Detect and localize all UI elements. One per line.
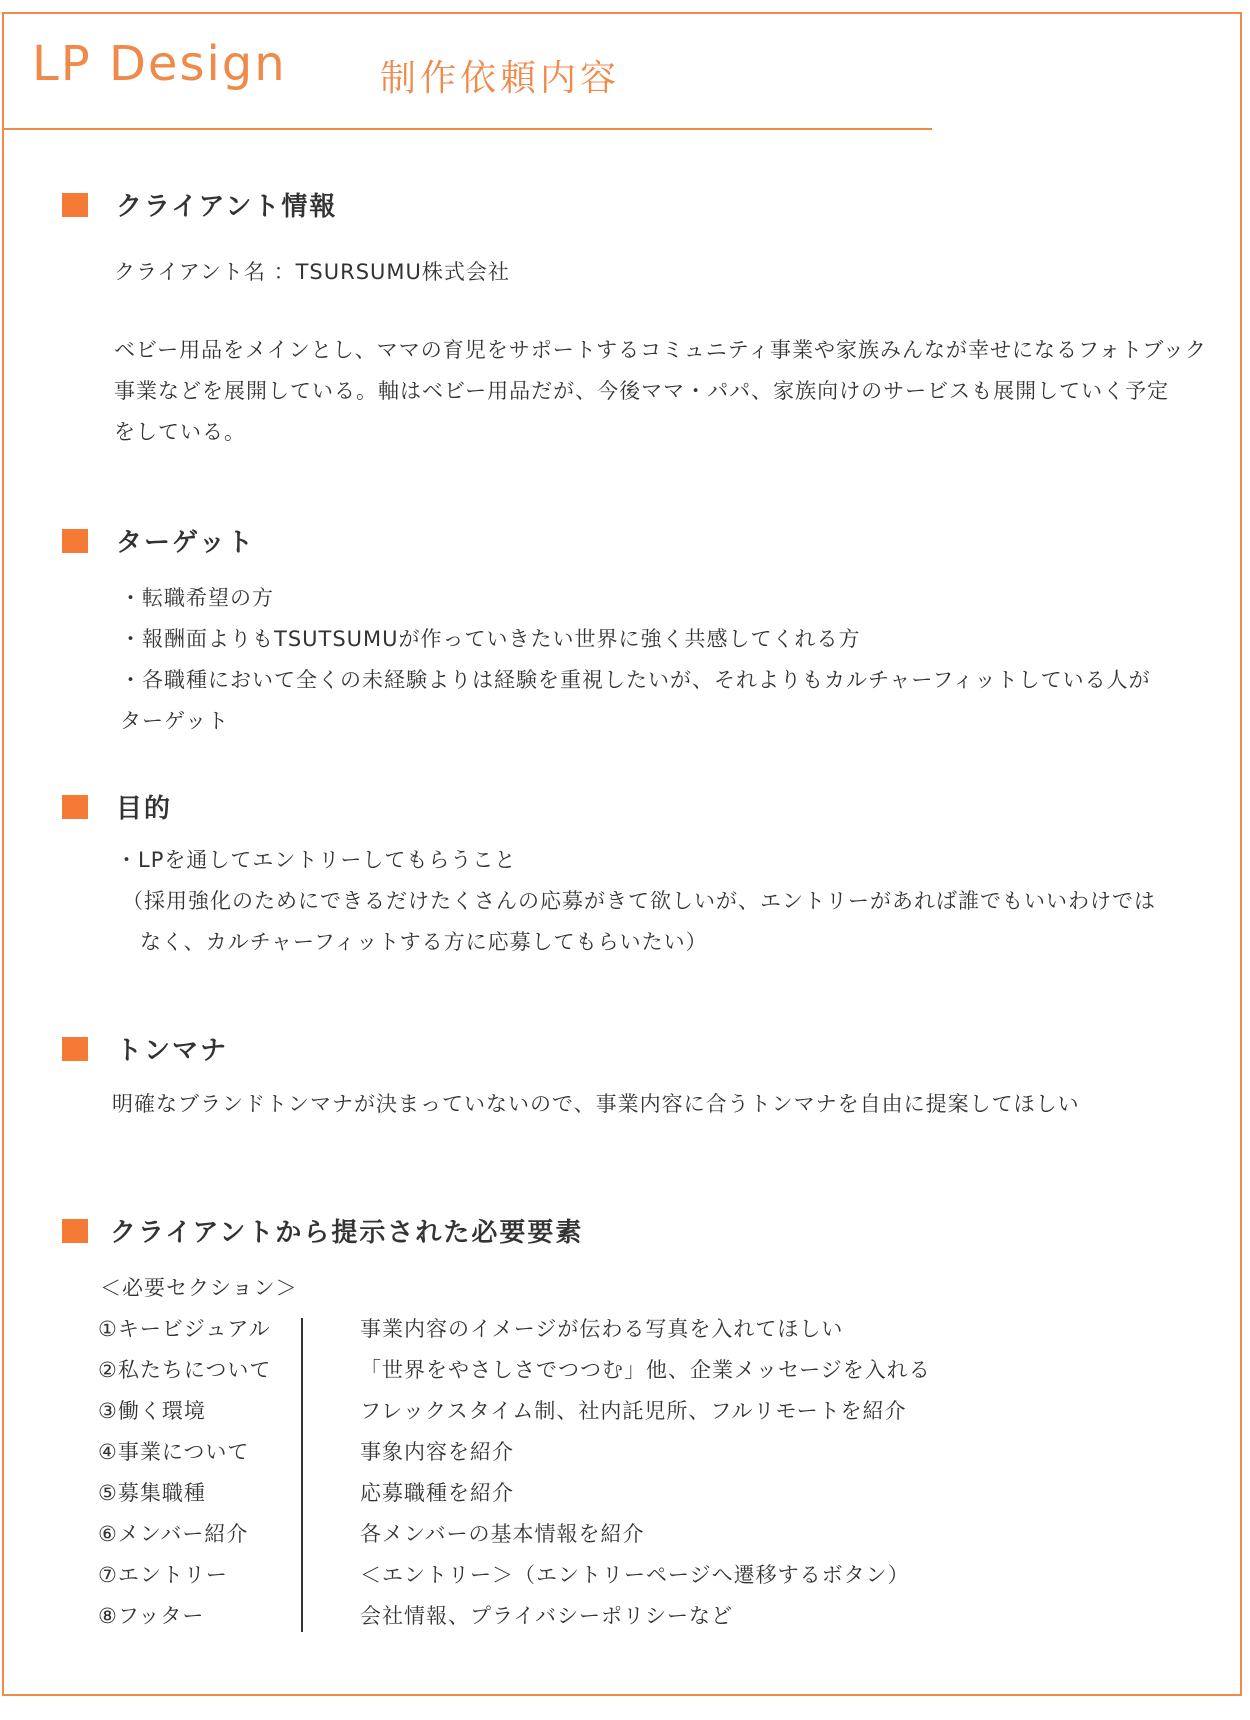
page-title: LP Design <box>32 36 287 92</box>
requirement-section: ②私たちについて <box>98 1358 272 1382</box>
tone-text: 明確なブランドトンマナが決まっていないので、事業内容に合うトンマナを自由に提案してほしい <box>112 1092 1080 1116</box>
requirement-section: ③働く環境 <box>98 1399 206 1423</box>
column-divider <box>301 1318 303 1632</box>
requirement-description: 会社情報、プライバシーポリシーなど <box>360 1604 733 1628</box>
bullet-square-icon <box>62 1219 88 1243</box>
header-divider <box>2 128 932 130</box>
client-description <box>114 330 1207 453</box>
requirement-description: ＜エントリー＞（エントリーページへ遷移するボタン） <box>360 1563 910 1587</box>
requirement-section: ④事業について <box>98 1440 250 1464</box>
requirement-description: 「世界をやさしさでつつむ」他、企業メッセージを入れる <box>360 1358 931 1382</box>
requirement-description: 各メンバーの基本情報を紹介 <box>360 1522 645 1546</box>
page-subtitle: 制作依頼内容 <box>380 58 621 99</box>
bullet-square-icon <box>62 1037 88 1061</box>
purpose-line: （採用強化のためにできるだけたくさんの応募がきて欲しいが、エントリーがあれば誰でもいいわけでは <box>122 889 1156 913</box>
target-line: ・転職希望の方 <box>120 586 274 610</box>
target-line: ・報酬面よりもTSUTSUMUが作っていきたい世界に強く共感してくれる方 <box>120 627 861 651</box>
bullet-square-icon <box>62 795 88 819</box>
section-title: トンマナ <box>116 1036 229 1066</box>
client-description-line: ベビー用品をメインとし、ママの育児をサポートするコミュニティ事業や家族みんなが幸せになるフォトブック <box>114 338 1207 362</box>
requirement-section: ⑦エントリー <box>98 1563 228 1587</box>
section-title: クライアントから提示された必要要素 <box>110 1218 584 1248</box>
requirement-section: ①キービジュアル <box>98 1317 271 1341</box>
section-heading-client <box>62 186 337 223</box>
requirement-section: ⑤募集職種 <box>98 1481 206 1505</box>
section-title: 目的 <box>116 794 173 824</box>
required-sections-label: ＜必要セクション＞ <box>100 1276 298 1300</box>
requirement-description: 応募職種を紹介 <box>360 1481 514 1505</box>
client-description-line: 事業などを展開している。軸はベビー用品だが、今後ママ・パパ、家族向けのサービスも展開していく予定 <box>114 379 1170 403</box>
target-list <box>120 578 1151 742</box>
requirement-section: ⑥メンバー紹介 <box>98 1522 249 1546</box>
client-description-line: をしている。 <box>114 420 246 444</box>
section-title: クライアント情報 <box>116 192 338 222</box>
section-title: ターゲット <box>116 528 255 558</box>
requirement-description: フレックスタイム制、社内託児所、フルリモートを紹介 <box>360 1399 907 1423</box>
requirement-description: 事象内容を紹介 <box>360 1440 514 1464</box>
section-heading-target <box>62 522 255 559</box>
client-name: クライアント名 ：TSURSUMU株式会社 <box>114 260 510 284</box>
bullet-square-icon <box>62 529 88 553</box>
purpose-line: なく、カルチャーフィットする方に応募してもらいたい） <box>140 930 708 954</box>
purpose-list <box>116 840 1156 963</box>
bullet-square-icon <box>62 193 88 217</box>
requirement-description: 事業内容のイメージが伝わる写真を入れてほしい <box>360 1317 844 1341</box>
requirement-section: ⑧フッター <box>98 1604 205 1628</box>
target-line: ターゲット <box>120 709 230 733</box>
section-heading-requirements <box>62 1212 583 1249</box>
purpose-line: ・LPを通してエントリーしてもらうこと <box>116 848 517 872</box>
target-line: ・各職種において全くの未経験よりは経験を重視したいが、それよりもカルチャーフィットしている人が <box>120 668 1151 692</box>
section-heading-tone <box>62 1030 228 1067</box>
section-heading-purpose <box>62 788 172 825</box>
